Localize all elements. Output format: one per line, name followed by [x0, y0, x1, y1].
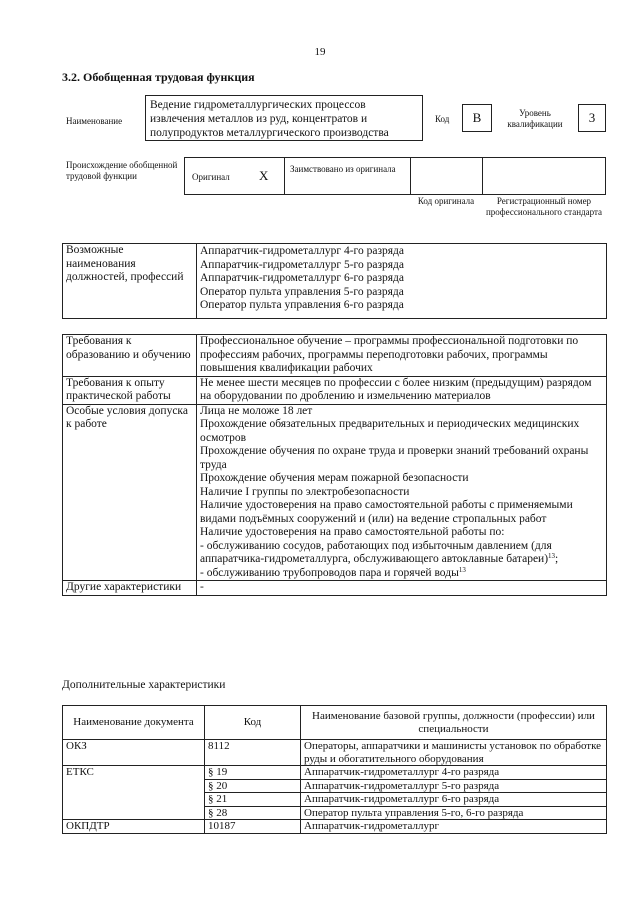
- other-value: -: [197, 581, 607, 596]
- condition-item: Лица не моложе 18 лет: [200, 404, 313, 417]
- footnote-suffix: ;: [555, 553, 559, 565]
- footnote-ref: 13: [458, 565, 466, 574]
- level-label: Уровень квалификации: [507, 108, 563, 129]
- okpdtr-label: ОКПДТР: [63, 820, 205, 834]
- okpdtr-name: Аппаратчик-гидрометаллург: [301, 820, 607, 834]
- etks-code: § 19: [205, 766, 301, 780]
- col-name-header: Наименование базовой группы, должности (профессии) или специальности: [301, 706, 607, 740]
- col-code-header: Код: [205, 706, 301, 740]
- education-value: Профессиональное обучение – программы профессиональной подготовки по профессиям рабочих, программы переподготовки рабочих, программы повышения квалификации рабочих: [197, 335, 607, 377]
- position-item: Оператор пульта управления 5-го разряда: [200, 285, 404, 298]
- etks-code: § 21: [205, 793, 301, 807]
- position-item: Аппаратчик-гидрометаллург 4-го разряда: [200, 245, 405, 257]
- function-name: Ведение гидрометаллургических процессов извлечения металлов из руд, концентратов и полупродуктов металлургического производства: [150, 99, 389, 139]
- etks-name: Аппаратчик-гидрометаллург 5-го разряда: [301, 779, 607, 793]
- conditions-list: [197, 404, 607, 581]
- position-item: Оператор пульта управления 6-го разряда: [200, 299, 404, 311]
- other-label: Другие характеристики: [63, 581, 197, 596]
- conditions-label: Особые условия допуска к работе: [63, 404, 197, 581]
- condition-item: [200, 540, 603, 567]
- etks-name: Аппаратчик-гидрометаллург 4-го разряда: [301, 766, 607, 780]
- footnote-ref: 13: [548, 552, 556, 560]
- origin-divider-3: [482, 157, 483, 195]
- level-value: 3: [588, 110, 596, 125]
- positions-label: Возможные наименования должностей, профессий: [63, 244, 197, 319]
- condition-item: Прохождение обучения по охране труда и проверки знаний требований охраны труда: [200, 445, 589, 471]
- additional-title: Дополнительные характеристики: [62, 679, 226, 691]
- reg-number-caption: Регистрационный номер профессионального стандарта: [485, 196, 603, 217]
- condition-item: Наличие удостоверения на право самостоятельной работы по:: [200, 526, 505, 538]
- origin-divider-2: [410, 157, 411, 195]
- borrowed-label: Заимствовано из оригинала: [290, 164, 396, 174]
- original-label: Оригинал: [192, 172, 230, 182]
- section-title: 3.2. Обобщенная трудовая функция: [62, 70, 255, 84]
- code-value: В: [472, 110, 482, 125]
- positions-table: [62, 243, 607, 319]
- additional-table: [62, 705, 607, 834]
- condition-item: Прохождение обучения мерам пожарной безопасности: [200, 472, 469, 484]
- code-value-box: [462, 104, 492, 132]
- requirements-table: [62, 334, 607, 596]
- level-value-box: [578, 104, 606, 132]
- etks-label: ЕТКС: [63, 766, 205, 820]
- okpdtr-code: 10187: [205, 820, 301, 834]
- origin-box: [184, 157, 606, 195]
- function-name-box: [145, 95, 423, 141]
- etks-code: § 28: [205, 806, 301, 820]
- condition-item: Наличие удостоверения на право самостоятельной работы с применяемыми видами подъёмных сооружений и (или) на ведение стропальных работ: [200, 499, 573, 525]
- okz-label: ОКЗ: [63, 740, 205, 766]
- name-label: Наименование: [66, 116, 123, 126]
- okz-code: 8112: [205, 740, 301, 766]
- position-item: Аппаратчик-гидрометаллург 6-го разряда: [200, 272, 405, 284]
- education-label: Требования к образованию и обучению: [63, 335, 197, 377]
- etks-name: Оператор пульта управления 5-го, 6-го разряда: [301, 806, 607, 820]
- origin-divider-1: [284, 157, 285, 195]
- experience-value: Не менее шести месяцев по профессии с более низким (предыдущим) разрядом на оборудовании по дроблению и измельчению материалов: [197, 376, 607, 404]
- page-number: 19: [314, 46, 326, 58]
- condition-text: - обслуживанию трубопроводов пара и горячей воды: [200, 566, 459, 579]
- okz-name: Операторы, аппаратчики и машинисты установок по обработке руды и обогатительного оборудования: [301, 740, 607, 766]
- condition-item: Наличие I группы по электробезопасности: [200, 485, 410, 498]
- condition-item: Прохождение обязательных предварительных и периодических медицинских осмотров: [200, 418, 580, 444]
- positions-list: [197, 244, 607, 319]
- position-item: Аппаратчик-гидрометаллург 5-го разряда: [200, 258, 405, 271]
- original-mark: X: [259, 168, 269, 183]
- code-label: Код: [435, 114, 450, 124]
- code-original-caption: Код оригинала: [417, 196, 475, 206]
- etks-name: Аппаратчик-гидрометаллург 6-го разряда: [301, 793, 607, 807]
- experience-label: Требования к опыту практической работы: [63, 376, 197, 404]
- condition-item: [200, 567, 603, 581]
- col-doc-header: Наименование документа: [63, 706, 205, 740]
- origin-label: Происхождение обобщенной трудовой функции: [66, 160, 178, 181]
- etks-code: § 20: [205, 779, 301, 793]
- condition-text: - обслуживанию сосудов, работающих под избыточным давлением (для аппаратчика-гидрометаллурга, обслуживающего автоклавные батареи): [200, 539, 552, 565]
